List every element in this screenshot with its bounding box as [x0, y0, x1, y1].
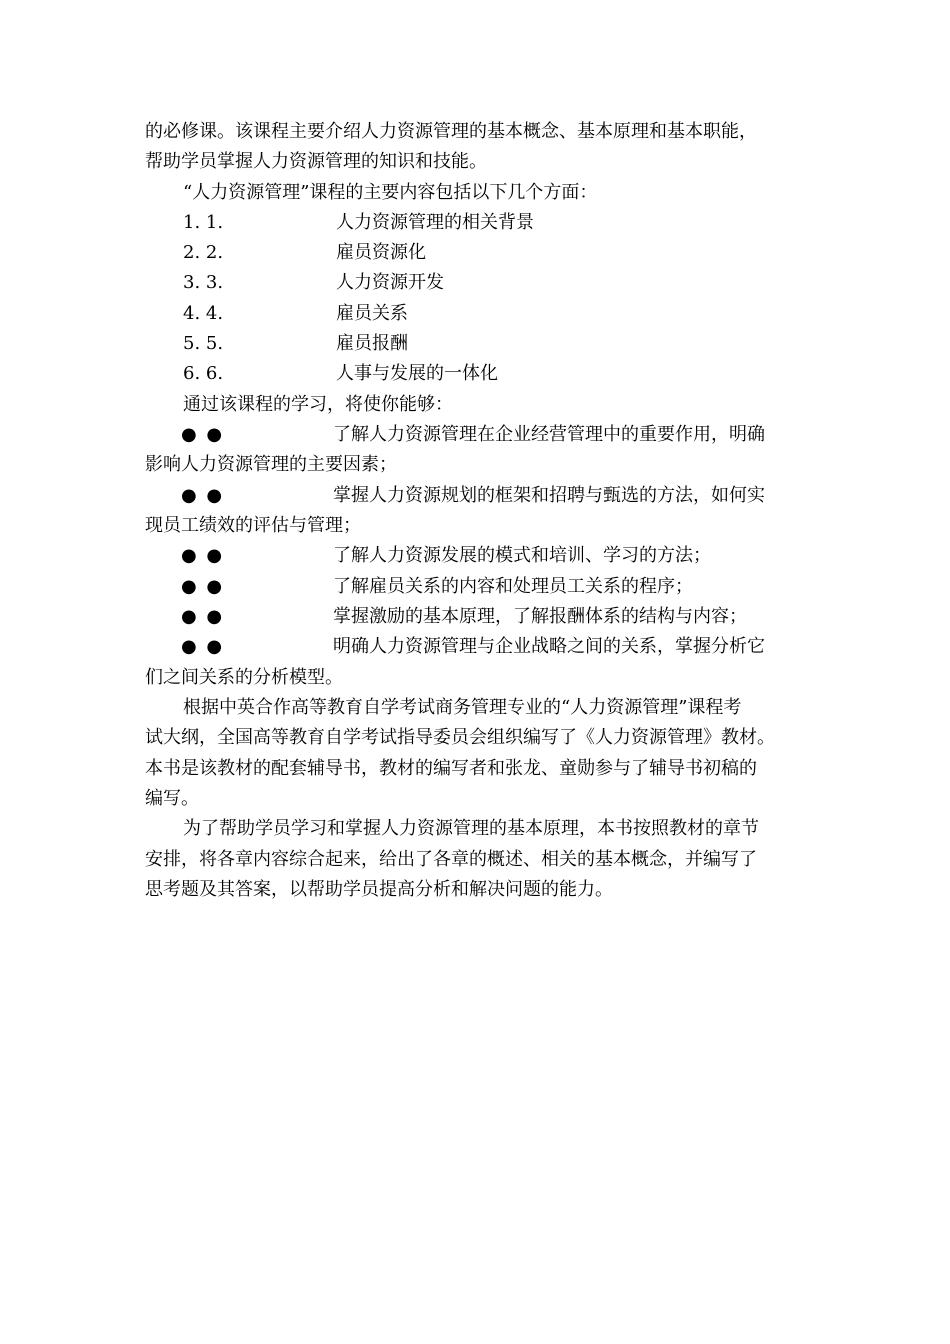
list-item-text: 人力资源开发: [336, 272, 444, 293]
list-item-text: 人事与发展的一体化: [336, 363, 498, 384]
goal-text: 掌握人力资源规划的框架和招聘与甄选的方法，如何实: [333, 485, 765, 506]
paragraph-line: 思考题及其答案，以帮助学员提高分析和解决问题的能力。: [145, 879, 613, 900]
list-item-number: 6. 6.: [183, 363, 224, 384]
goal-text: 明确人力资源管理与企业战略之间的关系，掌握分析它: [333, 636, 765, 657]
bullet-icon: ● ●: [181, 576, 225, 597]
paragraph-line: 安排，将各章内容综合起来，给出了各章的概述、相关的基本概念，并编写了: [145, 849, 757, 870]
intro-line-2: 帮助学员掌握人力资源管理的知识和技能。: [145, 151, 487, 172]
content-intro-line: “人力资源管理”课程的主要内容包括以下几个方面：: [183, 182, 598, 203]
paragraph-line: 为了帮助学员学习和掌握人力资源管理的基本原理，本书按照教材的章节: [183, 818, 759, 839]
goal-text-continued: 们之间关系的分析模型。: [145, 667, 343, 688]
paragraph-line: 试大纲，全国高等教育自学考试指导委员会组织编写了《人力资源管理》教材。: [145, 727, 775, 748]
goal-text-continued: 影响人力资源管理的主要因素；: [145, 454, 397, 475]
list-item-text: 雇员报酬: [336, 333, 408, 354]
bullet-icon: ● ●: [181, 424, 225, 445]
list-item-number: 5. 5.: [183, 333, 224, 354]
intro-line-1: 的必修课。该课程主要介绍人力资源管理的基本概念、基本原理和基本职能，: [145, 121, 757, 142]
list-item-text: 雇员资源化: [336, 242, 426, 263]
bullet-icon: ● ●: [181, 485, 225, 506]
goal-text: 了解雇员关系的内容和处理员工关系的程序；: [333, 576, 693, 597]
paragraph-line: 根据中英合作高等教育自学考试商务管理专业的“人力资源管理”课程考: [183, 697, 742, 718]
list-item-number: 3. 3.: [183, 272, 224, 293]
paragraph-line: 编写。: [145, 788, 199, 809]
goal-text: 掌握激励的基本原理，了解报酬体系的结构与内容；: [333, 606, 747, 627]
list-item-number: 4. 4.: [183, 303, 224, 324]
bullet-icon: ● ●: [181, 636, 225, 657]
list-item-number: 2. 2.: [183, 242, 224, 263]
list-item-number: 1. 1.: [183, 212, 224, 233]
list-item-text: 人力资源管理的相关背景: [336, 212, 534, 233]
bullet-icon: ● ●: [181, 606, 225, 627]
paragraph-line: 本书是该教材的配套辅导书，教材的编写者和张龙、童勋参与了辅导书初稿的: [145, 758, 757, 779]
bullet-icon: ● ●: [181, 545, 225, 566]
goal-text-continued: 现员工绩效的评估与管理；: [145, 515, 361, 536]
goal-text: 了解人力资源管理在企业经营管理中的重要作用，明确: [333, 424, 765, 445]
list-item-text: 雇员关系: [336, 303, 408, 324]
goals-intro-line: 通过该课程的学习，将使你能够：: [183, 394, 453, 415]
goal-text: 了解人力资源发展的模式和培训、学习的方法；: [333, 545, 711, 566]
